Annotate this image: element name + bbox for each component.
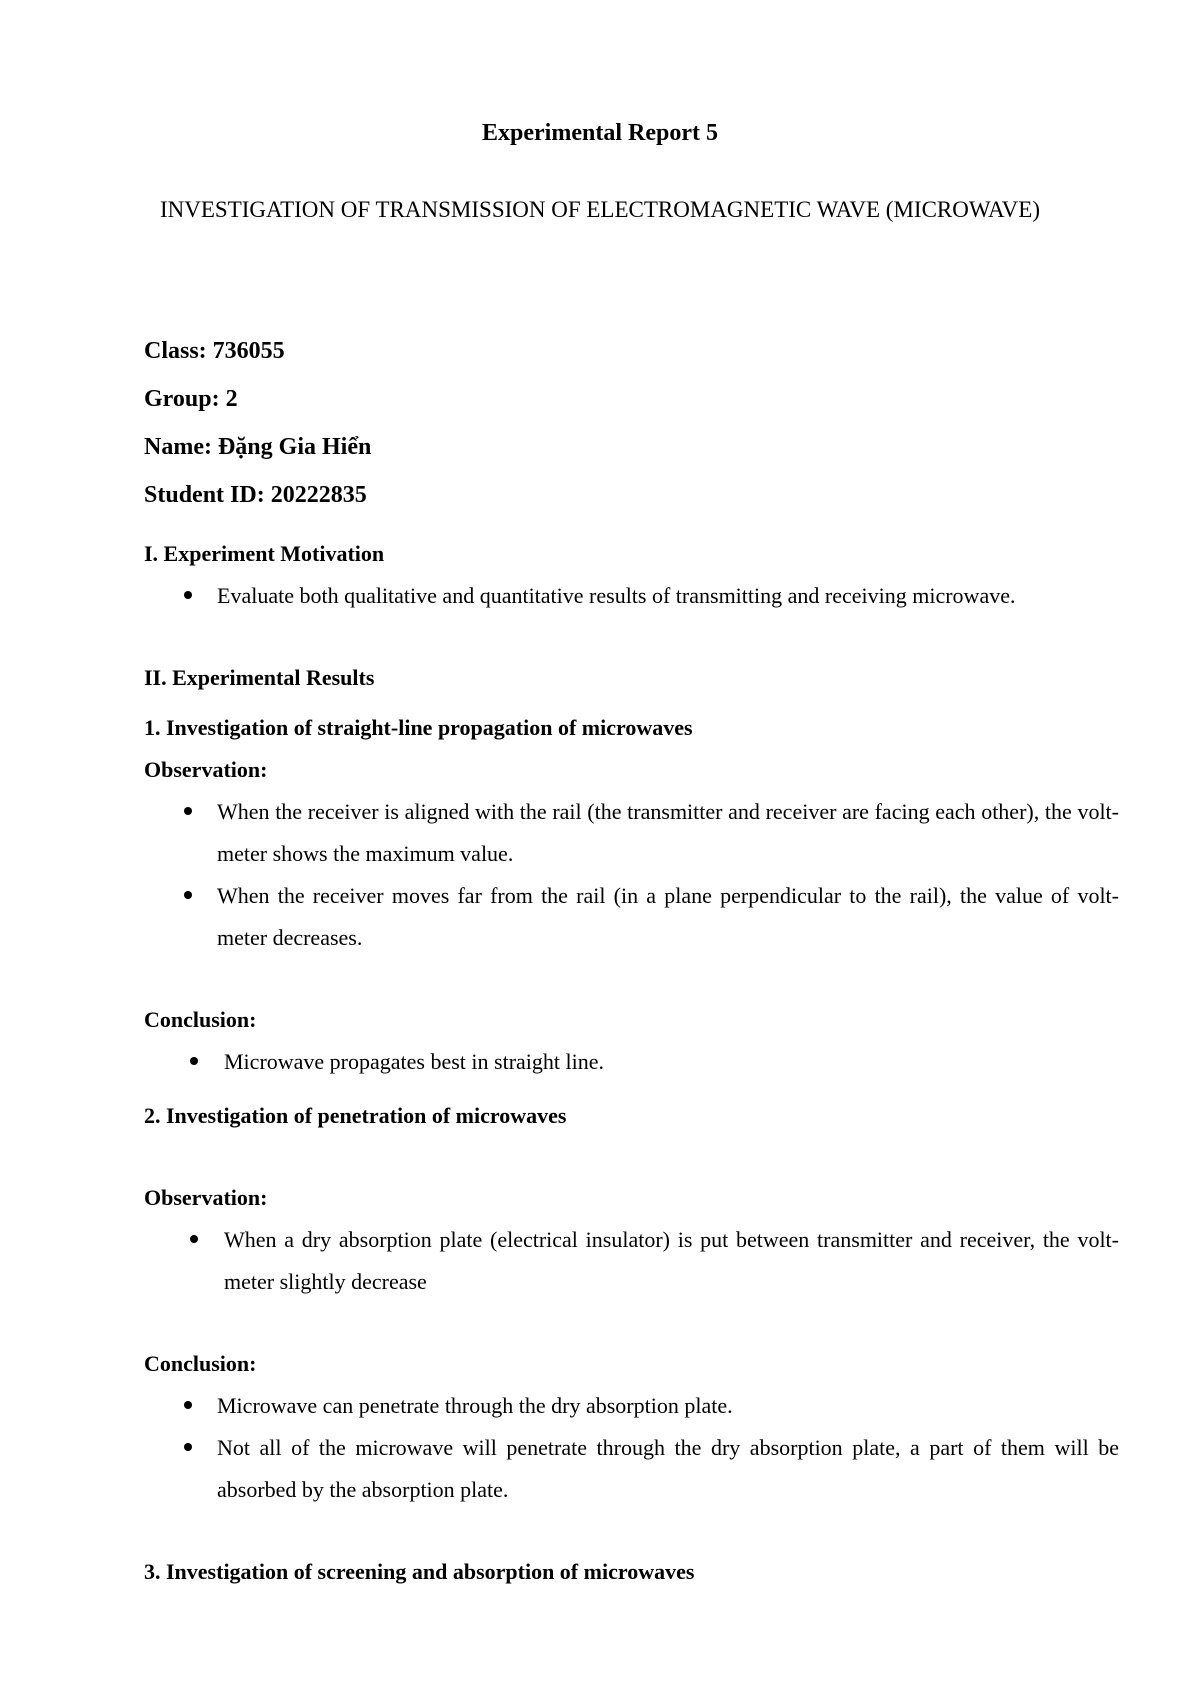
part3-heading: 3. Investigation of screening and absorption of microwaves	[144, 1559, 695, 1584]
list-item	[144, 1427, 1119, 1511]
spacer	[144, 959, 1119, 999]
spacer	[144, 617, 1119, 657]
part1-heading: 1. Investigation of straight-line propagation of microwaves	[144, 715, 693, 740]
bullet-icon	[190, 1235, 198, 1243]
list-item	[144, 1385, 1119, 1427]
bullet-icon	[184, 807, 192, 815]
spacer	[144, 699, 1119, 707]
bullet-icon	[190, 1057, 198, 1065]
part1-observation-list	[144, 791, 1119, 959]
list-item	[144, 1041, 1119, 1083]
student-name: Name: Đặng Gia Hiển	[144, 434, 372, 460]
bullet-text: Not all of the microwave will penetrate through the dry absorption plate, a part of them will be absorbed by the absorption plate.	[217, 1435, 1119, 1502]
part2-observation-label: Observation:	[144, 1185, 268, 1210]
bullet-text: Evaluate both qualitative and quantitative results of transmitting and receiving microwave.	[217, 583, 1016, 608]
student-id: Student ID: 20222835	[144, 482, 367, 508]
bullet-text: When the receiver is aligned with the rail (the transmitter and receiver are facing each other), the volt-meter shows the maximum value.	[217, 799, 1119, 866]
spacer	[144, 1137, 1119, 1177]
section-results-heading: II. Experimental Results	[144, 665, 375, 690]
motivation-list	[144, 575, 1119, 617]
bullet-text: Microwave propagates best in straight line.	[224, 1049, 605, 1074]
part2-conclusion-list	[144, 1385, 1119, 1511]
section-motivation-heading: I. Experiment Motivation	[144, 541, 385, 566]
part2-observation-list	[144, 1219, 1119, 1303]
class-info: Class: 736055	[144, 338, 285, 364]
bullet-icon	[184, 591, 192, 599]
spacer	[144, 1511, 1119, 1551]
part1-observation-label: Observation:	[144, 757, 268, 782]
spacer	[144, 1083, 1119, 1095]
part2-conclusion-label: Conclusion:	[144, 1351, 257, 1376]
bullet-text: Microwave can penetrate through the dry absorption plate.	[217, 1393, 733, 1418]
bullet-icon	[184, 1443, 192, 1451]
spacer	[144, 1303, 1119, 1343]
report-title: Experimental Report 5	[482, 120, 718, 146]
report-body	[144, 327, 1119, 1593]
group-info: Group: 2	[144, 386, 238, 412]
list-item	[144, 1219, 1119, 1303]
part1-conclusion-list	[144, 1041, 1119, 1083]
list-item	[144, 875, 1119, 959]
spacer	[144, 519, 1119, 533]
part2-heading: 2. Investigation of penetration of microwaves	[144, 1103, 567, 1128]
bullet-text: When a dry absorption plate (electrical insulator) is put between transmitter and receiver, the volt-meter slightly decrease	[224, 1227, 1119, 1294]
list-item	[144, 575, 1119, 617]
list-item	[144, 791, 1119, 875]
bullet-icon	[184, 1401, 192, 1409]
bullet-text: When the receiver moves far from the rail (in a plane perpendicular to the rail), the value of volt-meter decreases.	[217, 883, 1119, 950]
part1-conclusion-label: Conclusion:	[144, 1007, 257, 1032]
bullet-icon	[184, 891, 192, 899]
report-subtitle: INVESTIGATION OF TRANSMISSION OF ELECTROMAGNETIC WAVE (MICROWAVE)	[160, 197, 1040, 222]
